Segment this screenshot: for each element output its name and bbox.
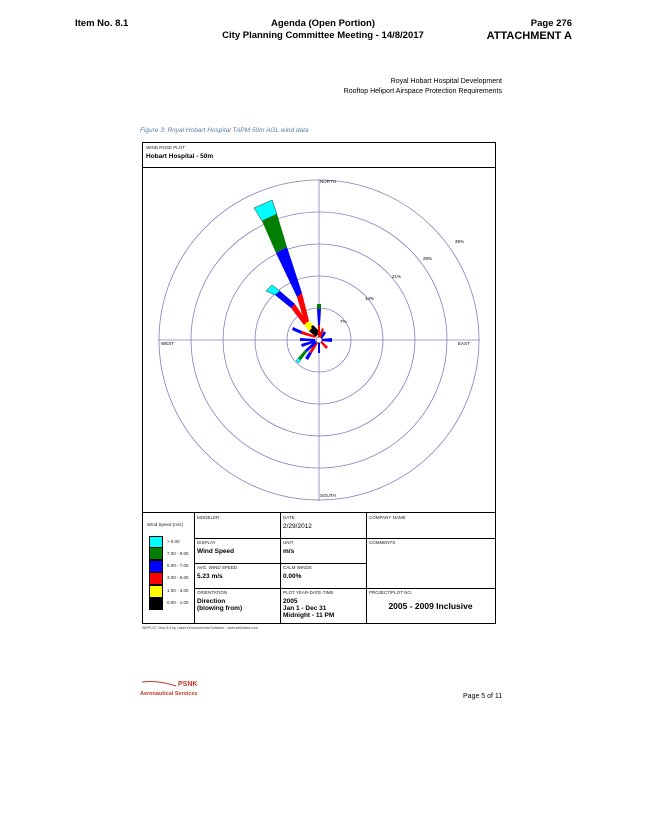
modeler-label: MODELER	[197, 515, 220, 520]
cell-comments	[366, 538, 495, 589]
orientation-value-2: (blowing from)	[197, 605, 243, 612]
petals	[254, 200, 332, 363]
cell-avg-wind	[194, 563, 281, 589]
cell-orientation	[194, 588, 281, 623]
label-west: WEST	[161, 341, 174, 346]
label-south: SOUTH	[320, 493, 336, 498]
cell-company	[366, 513, 495, 539]
petal-nnw	[254, 200, 321, 335]
ring-label-21: 21%	[392, 274, 402, 279]
wind-rose-chart	[142, 167, 496, 513]
legend-label-2: 7.00 - 9.00	[167, 551, 189, 556]
date-value: 2/29/2012	[283, 523, 312, 530]
petal-w	[300, 338, 315, 341]
unit-label: UNIT	[283, 540, 294, 545]
logo-swoosh-icon	[140, 678, 180, 690]
plot-year-label: PLOT YEAR-DATE-TIME	[283, 590, 334, 595]
display-value: Wind Speed	[197, 548, 235, 555]
doc-header-line2: Rooftop Heliport Airspace Protection Requirements	[343, 88, 502, 95]
petal-s	[318, 343, 320, 353]
avg-wind-label: AVG. WIND SPEED	[197, 565, 238, 570]
orientation-value-1: Direction	[197, 598, 226, 605]
display-label: DISPLAY	[197, 540, 216, 545]
plot-title-label: WIND ROSE PLOT	[146, 145, 186, 150]
legend-label-3: 5.00 - 7.00	[167, 563, 189, 568]
ring-label-14: 14%	[365, 296, 375, 301]
cell-calm	[280, 563, 367, 589]
legend-swatch-6	[149, 597, 163, 610]
doc-header-line1: Royal Hobart Hospital Development	[390, 78, 502, 85]
cell-display	[194, 538, 281, 564]
legend	[143, 513, 195, 623]
info-table	[142, 512, 496, 624]
petal-e	[321, 338, 332, 342]
unit-value: m/s	[283, 548, 295, 555]
plot-title-box	[142, 142, 496, 168]
legend-title: Wind Speed (m/s)	[147, 522, 184, 527]
legend-label-1: > 9.00	[167, 539, 180, 544]
company-label: COMPANY NAME	[369, 515, 406, 520]
project-label: PROJECT/PLOT NO.	[369, 590, 413, 595]
calm-value: 0.00%	[283, 573, 302, 580]
page-footer: Page 5 of 11	[463, 693, 503, 700]
plot-year-value	[283, 598, 334, 619]
doc-header	[344, 77, 502, 97]
cell-date	[280, 513, 367, 539]
orientation-label: ORIENTATION	[197, 590, 228, 595]
page-number: Page 276	[530, 18, 572, 29]
attachment-label: ATTACHMENT A	[486, 30, 572, 42]
logo-text: PSNK	[178, 681, 198, 688]
psnk-logo	[140, 678, 200, 702]
orientation-value	[197, 598, 242, 612]
cell-plot-year	[280, 588, 367, 623]
label-north: NORTH	[320, 179, 336, 184]
calm-label: CALM WINDS	[283, 565, 312, 570]
legend-swatch-2	[149, 547, 163, 560]
plot-year-2: Jan 1 - Dec 31	[283, 605, 327, 612]
plot-title: Hobart Hospital - 50m	[146, 153, 214, 160]
date-label: DATE	[283, 515, 295, 520]
agenda-title: Agenda (Open Portion)	[271, 18, 375, 29]
cell-modeler	[194, 513, 281, 539]
plot-year-3: Midnight - 11 PM	[283, 612, 335, 619]
software-credit: WRPLOT View 5.9 by Lakes Environmental Software - www.weblakes.com	[142, 626, 259, 630]
project-value: 2005 - 2009 Inclusive	[388, 601, 473, 611]
avg-wind-value: 5.23 m/s	[197, 573, 223, 580]
item-number: Item No. 8.1	[75, 18, 129, 29]
legend-label-4: 3.00 - 5.00	[167, 575, 189, 580]
label-east: EAST	[458, 341, 470, 346]
cell-unit	[280, 538, 367, 564]
ring-label-28: 28%	[423, 256, 433, 261]
legend-swatch-4	[149, 572, 163, 585]
ring-label-35: 35%	[455, 239, 465, 244]
calm-center	[316, 337, 322, 343]
figure-caption: Figure 3: Royal Hobart Hospital TAPM 50m AGL wind data	[140, 127, 309, 134]
legend-label-5: 1.00 - 3.00	[167, 588, 189, 593]
legend-label-6: 0.00 - 1.00	[167, 600, 189, 605]
meeting-title: City Planning Committee Meeting - 14/8/2017	[222, 30, 424, 41]
petal-nw	[266, 285, 318, 337]
cell-project	[366, 588, 495, 623]
logo-sub: Aeronautical Services	[140, 691, 198, 697]
ring-label-7: 7%	[340, 319, 347, 324]
comments-label: COMMENTS	[369, 540, 396, 545]
plot-year-1: 2005	[283, 598, 298, 605]
